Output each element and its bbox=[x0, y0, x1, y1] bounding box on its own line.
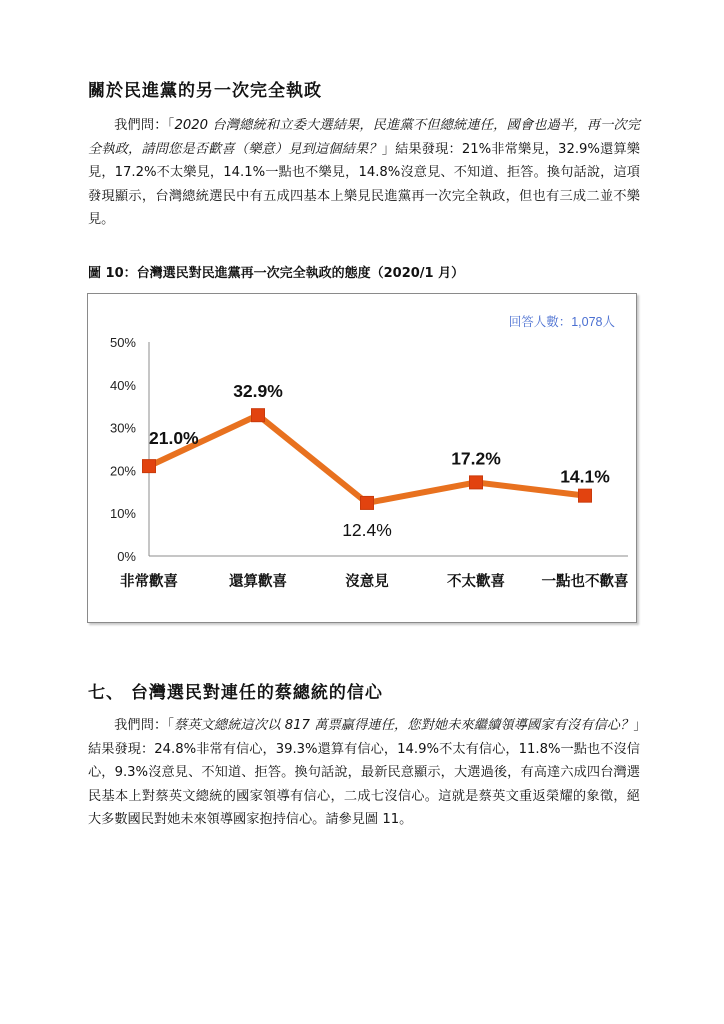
data-point-marker bbox=[361, 496, 374, 509]
y-tick-label: 10% bbox=[109, 506, 136, 522]
respondents-count: 回答人數：1,078人 bbox=[508, 315, 615, 329]
y-tick-label: 0% bbox=[117, 549, 136, 564]
para-findings: 」結果發現：21%非常樂見，32.9%還算樂見，17.2%不太樂見，14.1%一點也不樂見，14.8%沒意見、不知道、拒答。換句話說，這項發現顯示，台灣總統選民中有五成四基本上樂見民進黨再一次完全執政，但也有三成二並不樂見。 bbox=[88, 141, 640, 227]
x-category-label: 一點也不歡喜 bbox=[541, 574, 629, 590]
para-findings: 」結果發現：24.8%非常有信心，39.3%還算有信心，14.9%不太有信心，11.8%一點也不沒信心，9.3%沒意見、不知道、拒答。換句話說，最新民意顯示，大選過後，有高達六成四台灣選民基本上對蔡英文總統的國家領導有信心，二成七沒信心。這就是蔡英文重返榮耀的象徵，絕大多數國民對她未來領導國家抱持信心。請參見圖 11。 bbox=[88, 718, 640, 827]
data-label: 21.0% bbox=[149, 428, 199, 449]
data-label: 12.4% bbox=[342, 519, 392, 540]
data-point-marker bbox=[143, 460, 156, 473]
survey-question: 2020 台灣總統和立委大選結果，民進黨不但總統連任，國會也過半，再一次完全執政，請問您是否歡喜（樂意）見到這個結果？ bbox=[88, 118, 640, 157]
series-line bbox=[149, 415, 585, 503]
data-point-marker bbox=[252, 409, 265, 422]
para-prefix: 我們問：「 bbox=[114, 118, 175, 133]
data-point-marker bbox=[470, 476, 483, 489]
survey-question: 蔡英文總統這次以 817 萬票贏得連任，您對她未來繼續領導國家有沒有信心？ bbox=[174, 718, 634, 733]
paragraph-dpp-survey bbox=[88, 114, 640, 232]
y-tick-label: 20% bbox=[109, 463, 136, 479]
data-label: 32.9% bbox=[233, 381, 283, 402]
x-category-label: 非常歡喜 bbox=[120, 574, 178, 590]
data-point-marker bbox=[579, 489, 592, 502]
x-category-label: 沒意見 bbox=[345, 574, 389, 590]
section-title-dpp-full-governance: 關於民進黨的另一次完全執政 bbox=[88, 81, 322, 101]
line-chart bbox=[88, 294, 636, 622]
figure-caption: 圖 10：台灣選民對民進黨再一次完全執政的態度（2020/1 月） bbox=[88, 266, 465, 281]
y-tick-label: 30% bbox=[109, 420, 136, 436]
data-label: 14.1% bbox=[560, 466, 610, 487]
data-label: 17.2% bbox=[451, 448, 501, 469]
line-chart-frame bbox=[87, 293, 637, 623]
para-prefix: 我們問：「 bbox=[114, 718, 175, 733]
x-category-label: 還算歡喜 bbox=[229, 574, 287, 590]
x-category-label: 不太歡喜 bbox=[447, 574, 505, 590]
y-tick-label: 50% bbox=[109, 335, 136, 350]
section-title-tsai-confidence: 七、 台灣選民對連任的蔡總統的信心 bbox=[88, 683, 383, 703]
paragraph-tsai-survey bbox=[88, 714, 640, 832]
y-tick-label: 40% bbox=[109, 377, 136, 393]
